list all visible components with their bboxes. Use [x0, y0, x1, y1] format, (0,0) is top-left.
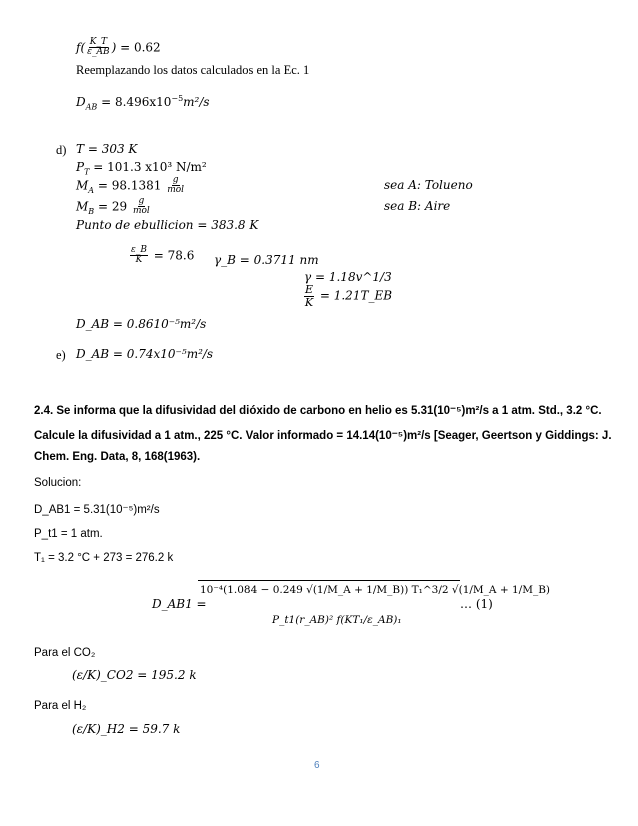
eq1-lhs: D_AB1 = [152, 597, 207, 611]
item-d-label: d) [56, 143, 67, 157]
problem-line-2: Calcule la difusividad a 1 atm., 225 °C. Valor informado = 14.14(10⁻⁵)m²/s [Seager, Geertson y Giddings: J. [34, 430, 612, 442]
sea-b-label: sea B: Aire [384, 199, 451, 213]
mb-eq: $M_B = 29$ $\frac{g}{\text{mol}}$ [76, 196, 150, 217]
eq1-tag: … (1) [460, 597, 493, 611]
pressure-eq: $P_T = 101.3$ x10³ N/m² [76, 160, 207, 177]
page-number: 6 [314, 760, 320, 771]
e-over-k-eq: $\frac{E}{K}$ = 1.21T_EB [304, 283, 393, 309]
pt1-given: P_t1 = 1 atm. [34, 528, 103, 540]
eq1-numerator: 10⁻⁴(1.084 − 0.249 √(1/M_A + 1/M_B)) T₁^3/2 √(1/M_A + 1/M_B) [200, 584, 551, 596]
gamma-b-eq: γ_B = 0.3711 nm [214, 253, 319, 267]
item-e-label: e) [56, 348, 66, 362]
f-ratio-equation: f( $\frac{K\_T}{\varepsilon\_AB}$ ) = 0.62 [76, 37, 161, 58]
eps-b-eq: $\frac{\varepsilon\_B}{K}$ = 78.6 [131, 245, 195, 266]
solucion-title: Solucion: [34, 477, 82, 489]
reemplazando-text: Reemplazando los datos calculados en la Ec. 1 [76, 63, 310, 77]
t1-given: T₁ = 3.2 °C + 273 = 276.2 k [34, 552, 174, 564]
problem-line-1: 2.4. Se informa que la difusividad del dióxido de carbono en helio es 5.31(10⁻⁵)m²/s a 1 atm. Std., 3.2 °C. [34, 405, 602, 417]
eq1-denominator: P_t1(r_AB)² f(KT₁/ε_AB)₁ [272, 614, 402, 626]
co2-eps-eq: (ε/K)_CO2 = 195.2 k [72, 668, 197, 682]
temperature-eq: T = 303 K [76, 142, 138, 156]
dab-result-e: D_AB = 0.74x10⁻⁵m²/s [76, 347, 214, 361]
dab-result-1: $D_{AB} = 8.496x10^{-5}m^2/s$ [76, 94, 210, 112]
boiling-point-eq: Punto de ebullicion = 383.8 K [76, 218, 259, 232]
dab-result-d: D_AB = 0.8610⁻⁵m²/s [76, 317, 207, 331]
ma-eq: $M_A = 98.1381$ $\frac{g}{\text{mol}}$ [76, 175, 185, 196]
h2-eps-eq: (ε/K)_H2 = 59.7 k [72, 722, 181, 736]
co2-label: Para el CO₂ [34, 647, 96, 659]
h2-label: Para el H₂ [34, 700, 87, 712]
eq1-fraction-bar [198, 580, 460, 581]
dab1-given: D_AB1 = 5.31(10⁻⁵)m²/s [34, 504, 160, 516]
problem-line-3: Chem. Eng. Data, 8, 168(1963). [34, 451, 201, 463]
sea-a-label: sea A: Tolueno [384, 178, 473, 192]
gamma-eq: γ = 1.18v^1/3 [304, 270, 392, 284]
